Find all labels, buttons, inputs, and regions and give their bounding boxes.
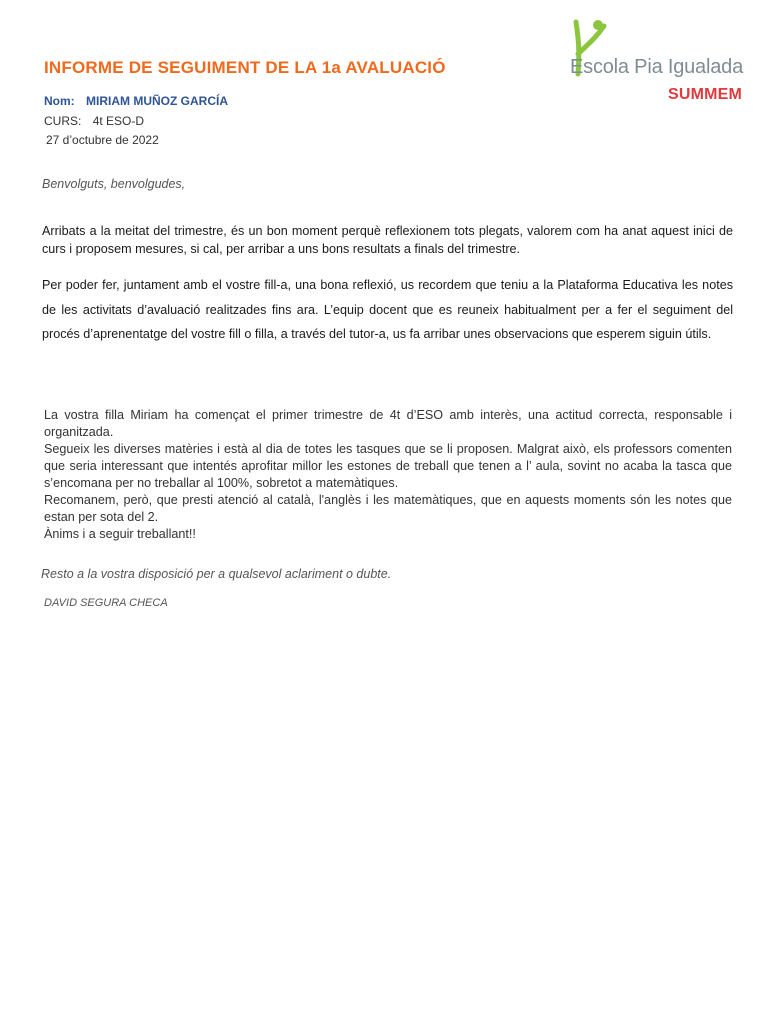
school-logo — [568, 16, 753, 108]
brand-name: SUMMEM — [668, 86, 743, 103]
student-course-label: CURS: — [44, 114, 82, 128]
platform-paragraph: Per poder fer, juntament amb el vostre fill-a, una bona reflexió, us recordem que teniu a la Plataforma Educativa les notes de les activitats d’avaluació realitzades fins ara. L’equip docent que es reuneix habitualment per a fer el seguiment del procés d’aprenentatge del vostre fill o filla, a través del tutor-a, us fa arribar unes observacions que esperem siguin útils. — [42, 278, 733, 341]
tutor-observations — [44, 407, 732, 543]
student-course-line — [44, 114, 144, 128]
greeting: Benvolguts, benvolgudes, — [42, 177, 186, 191]
school-name: Escola Pia Igualada — [570, 56, 743, 78]
student-name-label: Nom: — [44, 94, 75, 108]
student-name-value: MIRIAM MUÑOZ GARCÍA — [86, 94, 228, 108]
observation-line: Ànims i a seguir treballant!! — [44, 527, 196, 541]
report-title: INFORME DE SEGUIMENT DE LA 1a AVALUACIÓ — [44, 58, 446, 77]
observation-line: Segueix les diverses matèries i està al dia de totes les tasques que se li proposen. Malgrat això, els professors comenten que seria interessant que intentés aprofitar millor les estones de treball que tenen a l’ aula, sovint no acaba la tasca que s’encomana per no treballar al 100%, sobretot a matemàtiques. — [44, 442, 732, 490]
student-course-value: 4t ESO-D — [92, 114, 145, 128]
signature: DAVID SEGURA CHECA — [44, 597, 168, 609]
report-date: 27 d’octubre de 2022 — [46, 133, 159, 147]
closing-line: Resto a la vostra disposició per a qualsevol aclariment o dubte. — [41, 567, 392, 581]
observation-line: La vostra filla Miriam ha començat el primer trimestre de 4t d’ESO amb interès, una actitud correcta, responsable i organitzada. — [44, 408, 732, 439]
observation-line: Recomanem, però, que presti atenció al català, l'anglès i les matemàtiques, que en aquests moments són les notes que estan per sota del 2. — [44, 493, 732, 524]
intro-paragraph: Arribats a la meitat del trimestre, és un bon moment perquè reflexionem tots plegats, valorem com ha anat aquest inici de curs i proposem mesures, si cal, per arribar a uns bons resultats a finals del trimestre. — [42, 224, 733, 256]
student-name-line — [44, 94, 228, 108]
